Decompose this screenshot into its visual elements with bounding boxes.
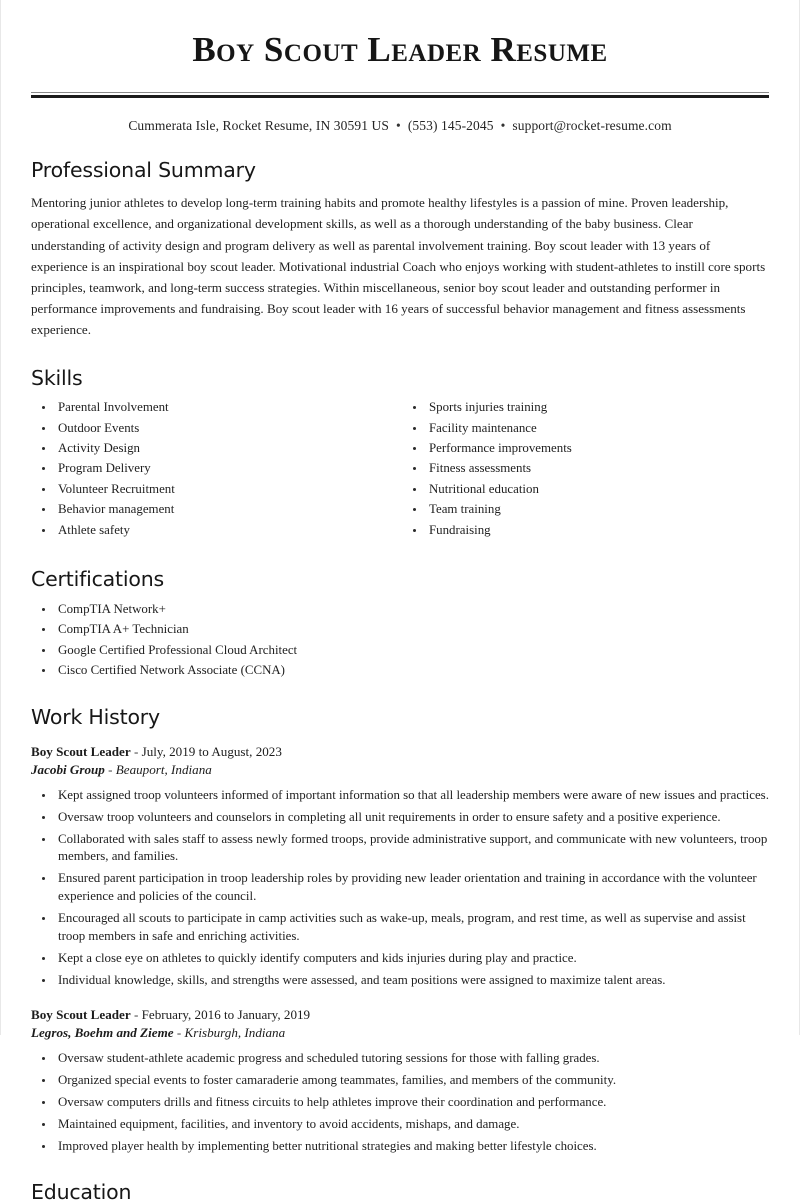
section-title-skills: Skills xyxy=(31,365,83,390)
job-title: Boy Scout Leader xyxy=(31,743,131,759)
list-item: • Team training xyxy=(426,501,769,518)
list-item: • Program Delivery xyxy=(55,460,400,477)
list-item: • Fitness assessments xyxy=(426,460,769,477)
page-title: Boy Scout Leader Resume xyxy=(192,30,608,69)
job-dash: - xyxy=(176,1025,182,1041)
list-item: • Sports injuries training xyxy=(426,399,769,416)
job-responsibilities-list xyxy=(31,1050,769,1156)
job-dash: - xyxy=(133,1006,139,1022)
header-divider xyxy=(31,92,769,98)
section-certifications xyxy=(31,567,769,679)
list-item: • Organized special events to foster camaraderie among teammates, families, and members of the community. xyxy=(55,1072,769,1090)
section-professional-summary xyxy=(31,158,769,341)
job-dash: - xyxy=(108,762,113,778)
list-item: • Parental Involvement xyxy=(55,399,400,416)
section-education xyxy=(31,1180,769,1204)
list-item: • Kept a close eye on athletes to quickly identify computers and kids injuries during play and practice. xyxy=(55,950,769,968)
list-item: • Google Certified Professional Cloud Architect xyxy=(55,642,769,659)
list-item: • Oversaw student-athlete academic progress and scheduled tutoring sessions for those with falling grades. xyxy=(55,1050,769,1068)
job-responsibilities-list xyxy=(31,787,769,990)
job-company-line xyxy=(31,1024,769,1043)
skills-list-right xyxy=(400,399,769,539)
list-item: • Maintained equipment, facilities, and inventory to avoid accidents, mishaps, and damage. xyxy=(55,1116,769,1134)
job-dates: July, 2019 to August, 2023 xyxy=(141,743,282,759)
list-item: • CompTIA Network+ xyxy=(55,601,769,618)
resume-content xyxy=(1,0,799,1204)
list-item: • Outdoor Events xyxy=(55,420,400,437)
list-item: • Individual knowledge, skills, and strengths were assessed, and team positions were assigned to maximize talent areas. xyxy=(55,972,769,990)
list-item: • Encouraged all scouts to participate in camp activities such as wake-up, meals, program, and rest time, as well as supervise and assist troop members in safe and enriching activities. xyxy=(55,910,769,946)
contact-separator-1: • xyxy=(395,117,401,133)
list-item: • CompTIA A+ Technician xyxy=(55,621,769,638)
skills-column-left xyxy=(31,390,400,542)
section-skills xyxy=(31,366,769,543)
section-title-education: Education xyxy=(31,1179,132,1204)
list-item: • Facility maintenance xyxy=(426,420,769,437)
work-history-entry xyxy=(31,1006,769,1156)
job-location: Krisburgh, Indiana xyxy=(184,1025,286,1041)
list-item: • Volunteer Recruitment xyxy=(55,481,400,498)
list-item: • Behavior management xyxy=(55,501,400,518)
list-item: • Performance improvements xyxy=(426,440,769,457)
job-location: Beauport, Indiana xyxy=(115,762,212,778)
list-item: • Activity Design xyxy=(55,440,400,457)
contact-separator-2: • xyxy=(500,117,506,133)
list-item: • Ensured parent participation in troop leadership roles by providing new leader orientation and training in accordance with the volunteer experience and policies of the council. xyxy=(55,870,769,906)
job-company: Legros, Boehm and Zieme xyxy=(31,1025,174,1041)
list-item: • Fundraising xyxy=(426,522,769,539)
contact-phone: (553) 145-2045 xyxy=(407,117,494,133)
section-work-history xyxy=(31,705,769,1156)
contact-address: Cummerata Isle, Rocket Resume, IN 30591 US xyxy=(128,117,389,133)
divider-line-thick xyxy=(31,95,769,98)
summary-paragraph: Mentoring junior athletes to develop long-term training habits and promote healthy lifestyles is a passion of mine. Proven leadership, operational excellence, and organizational development skills, as well as a thorough understanding of the baby business. Clear understanding of activity design and program delivery as well as parental involvement training. Boy scout leader with 13 years of experience is an inspirational boy scout leader. Motivational industrial Coach who enjoys working with student-athletes to instill core sports principles, teamwork, and long-term success strategies. Within miscellaneous, senior boy scout leader and outstanding performer in performance improvements and fundraising. Boy scout leader with 16 years of successful behavior management and fitness assessments experience. xyxy=(31,195,766,338)
section-title-certifications: Certifications xyxy=(31,567,164,592)
job-dates: February, 2016 to January, 2019 xyxy=(141,1006,311,1022)
list-item: • Improved player health by implementing better nutritional strategies and making better lifestyle choices. xyxy=(55,1138,769,1156)
work-history-entry xyxy=(31,743,769,990)
skills-list-left xyxy=(31,399,400,539)
section-title-summary: Professional Summary xyxy=(31,157,256,182)
contact-email: support@rocket-resume.com xyxy=(512,117,672,133)
section-title-work-history: Work History xyxy=(31,704,160,729)
job-company: Jacobi Group xyxy=(31,762,105,778)
list-item: • Collaborated with sales staff to assess newly formed troops, provide administrative support, and communicate with new volunteers, troop members, and families. xyxy=(55,831,769,867)
divider-line-thin xyxy=(31,92,769,93)
list-item: • Oversaw computers drills and fitness circuits to help athletes improve their coordination and performance. xyxy=(55,1094,769,1112)
list-item: • Cisco Certified Network Associate (CCNA) xyxy=(55,662,769,679)
certifications-list xyxy=(31,601,769,679)
contact-line xyxy=(31,118,769,134)
list-item: • Nutritional education xyxy=(426,481,769,498)
list-item: • Oversaw troop volunteers and counselors in completing all unit requirements in order to ensure safety and a positive experience. xyxy=(55,809,769,827)
skills-columns xyxy=(31,390,769,542)
list-item: • Kept assigned troop volunteers informed of important information so that all leadership members were aware of new issues and practices. xyxy=(55,787,769,805)
job-company-line xyxy=(31,761,769,780)
job-title: Boy Scout Leader xyxy=(31,1006,131,1022)
list-item: • Athlete safety xyxy=(55,522,400,539)
job-dash: - xyxy=(133,743,139,759)
job-title-line xyxy=(31,1006,769,1025)
job-title-line xyxy=(31,743,769,762)
skills-column-right xyxy=(400,390,769,542)
